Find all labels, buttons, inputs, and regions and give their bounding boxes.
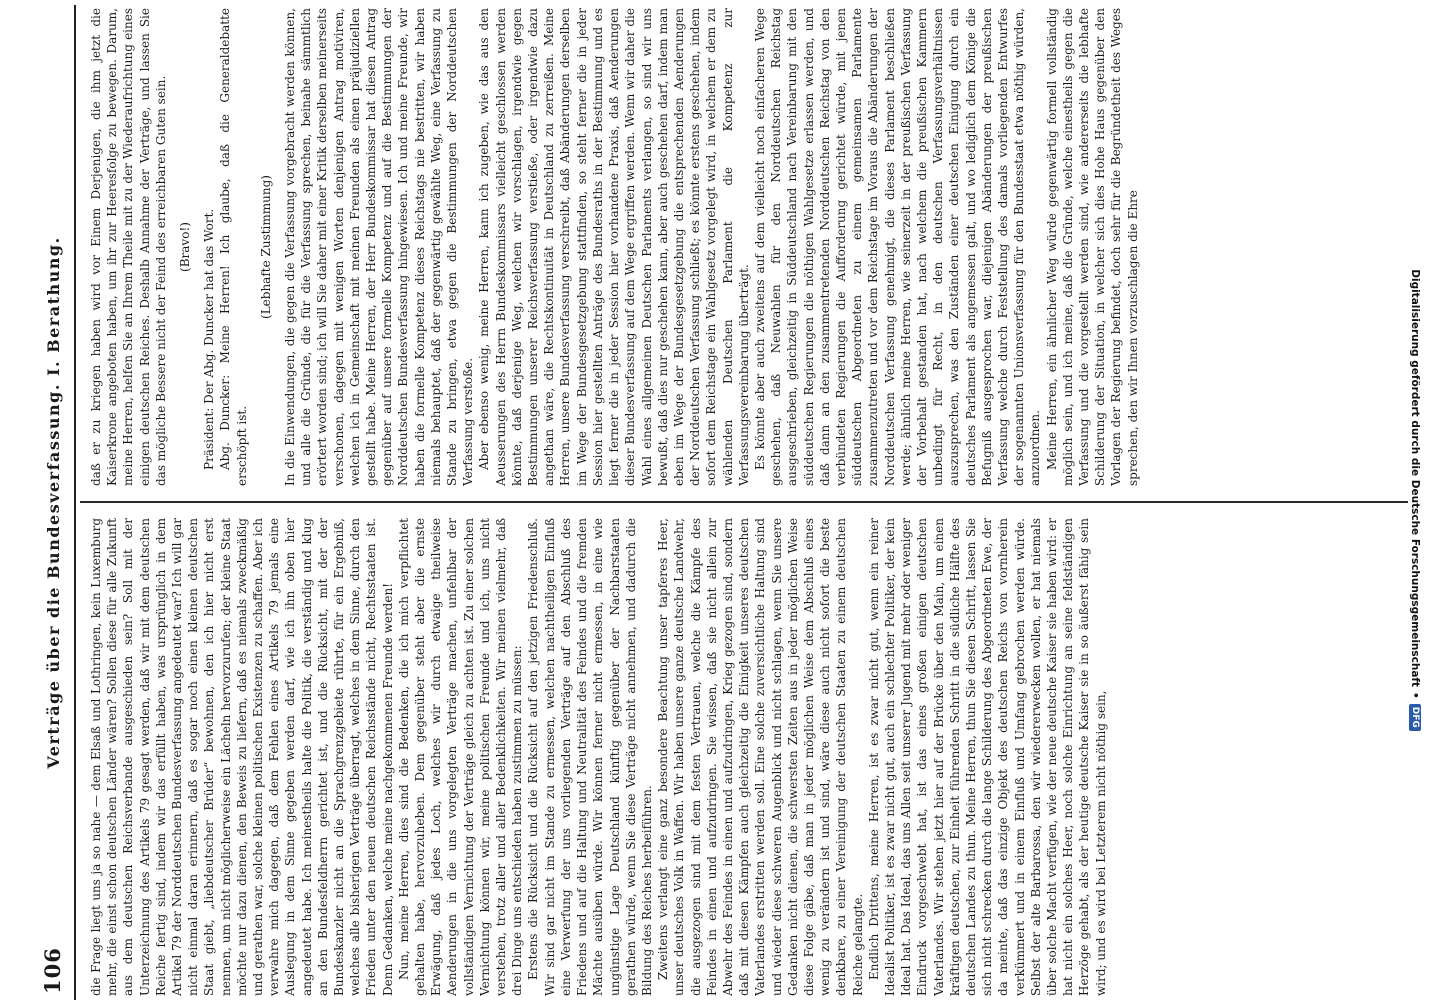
credit-text: Digitalisierung gefördert durch die Deutsche Forschungsgemeinschaft xyxy=(1409,269,1421,688)
header-rule xyxy=(74,5,76,1000)
right-paragraph: Meine Herren, ein ähnlicher Weg würde gegenwärtig formell vollständig möglich sein, und ich meine, daß die Gründe, welche einestheils gegen die Verfassung und die vorgestellt werden sind, wie andererseits die lebhafte Schilderung der Situation, in welcher sich dies Hohe Haus gegenüber den Vorlagen der Regierung befindet, doch sehr für die Begründetheit des Weges sprechen, den wir Ihnen vorzuschlagen die Ehre xyxy=(1044,8,1140,486)
page-number: 106 xyxy=(40,947,65,994)
speaker-line: Abg. Duncker: Meine Herren! Ich glaube, daß die Generaldebatte erschöpft ist. xyxy=(218,8,249,486)
page-header xyxy=(20,5,86,1000)
right-paragraph: Es könnte aber auch zweitens auf dem vielleicht noch einfacheren Wege geschehen, daß Neuwahlen für den Norddeutschen Reichstag ausgeschrieben, gleichzeitig in Süddeutschland nach Vereinbarung mit den süddeutschen Regierungen die nöthigen Wahlgesetze erlassen werden, und daß dann an den zusammentretenden Norddeutschen Reichstag von den verbündeten Regierungen die Aufforderung gerichtet würde, mit jenen süddeutschen Abgeordneten zu einem gemeinsamen Parlamente zusammenzutreten und vor dem Reichstage im Voraus die Abänderungen der Norddeutschen Verfassung genehmigt, die dieses Parlament beschließen werde; ähnlich meine Herren, wie seinerzeit in der preußischen Verfassung der Vorbehalt gestanden hat, nach welchem die preußischen Kammern unbedingt für Recht, in den deutschen Verfassungsverhältnissen auszusprechen, was den Zuständen einer deutschen Einigung durch ein deutsches Parlament als angemessen galt, und wo lediglich dem Könige die Befugniß ausgesprochen war, diejenigen Abänderungen der preußischen Verfassung welche durch Feststellung des damals vorliegenden Entwurfes der sogenannten Unionsverfassung für den Bundesstaat etwa nöthig würden, anzuordnen. xyxy=(752,8,1043,486)
right-paragraph: daß er zu kriegen haben wird vor Einem Derjenigen, die ihm jetzt die Kaiserkrone angeboten haben, um ihr zur Heeresfolge zu bewegen. Darum, meine Herren, helfen Sie an Ihrem Theile mit zu der Wiederaufrichtung eines einigen deutschen Reiches. Deshalb Annahme der Verträge, und lassen Sie das mögliche Bessere nicht der Feind des erreichbaren Guten sein. xyxy=(89,8,168,486)
left-paragraph: Nun, meine Herren, dies sind die Bedenken, die ich mich verpflichtet gehalten habe, hervorzuheben. Dem gegenüber steht aber die ernste Erwägung, daß jedes Loch, welches wir durch etwaige theilweise Aenderungen in die uns vorgelegten Verträge machen, unfehlbar der vollständigen Vernichtung der Verträge gleich zu achten ist. Zu einer solchen Vernichtung können wir, meine politischen Freunde und ich, uns nicht verstehen, trotz aller und aller Bedenklichkeiten. Wir meinen vielmehr, daß drei Dinge uns entschieden haben zustimmen zu müssen: xyxy=(396,518,525,996)
digitization-credit: Digitalisierung gefördert durch die Deutsche Forschungsgemeinschaft • DFG xyxy=(1402,10,1428,990)
assent-note: (Lebhafte Zustimmung) xyxy=(258,175,273,319)
dfg-logo: DFG xyxy=(1409,704,1421,731)
right-paragraph: In die Einwendungen, die gegen die Verfassung vorgebracht werden können, und alle die Gründe, die für die Verfassung sprechen, beinahe sämmtlich erörtert worden sind; ich will Sie daher mit einer Kritik derselben meinerseits verschonen, dagegen mit wenigen Worten denjenigen Antrag motiviren, welchen ich in Gemeinschaft mit meinen Freunden als einen präjudiziellen gestellt habe. Meine Herren, der Herr Bundeskommissar hat diesen Antrag gegenüber auf unsere formelle Kompetenz und auf die Bestimmungen der Norddeutschen Bundesverfassung hingewiesen. Ich und meine Freunde, wir haben die formelle Kompetenz dieses Reichstags nie bestritten, wir haben niemals behauptet, daß der gegenwärtig gewählte Weg, eine Verfassung zu Stande zu bringen, etwa gegen die Bestimmungen der Norddeutschen Verfassung verstoße. xyxy=(283,8,476,486)
left-column xyxy=(88,518,1408,996)
left-paragraph: die Frage liegt uns ja so nahe — dem Elsaß und Lothringen, kein Luxemburg mehr, die einst schon deutschen Länder wären? Sollen diese für alle Zukunft aus dem deutschen Reichsverbande ausgeschieden sein? Soll mit der Unterzeichnung des Artikels 79 gesagt werden, daß wir mit dem deutschen Reiche fertig sind, indem wir das erfüllt haben, was ursprünglich in dem Artikel 79 der Norddeutschen Bundesverfassung angedeutet war? Ich will gar nicht einmal daran erinnern, daß es sogar noch einen kleinen deutschen Staat giebt, „liebdeutscher Brüder“ bewohnen, den ich hier nicht erst nennen, um nicht möglicherweise ein Lächeln hervorzurufen; der kleine Staat möchte nur dazu dienen, den Beweis zu liefern, daß es niemals zweckmäßig und gerathen war, solche kleinen politischen Existenzen zu schaffen. Aber ich verwahre mich dagegen, daß dem Fehlen eines Artikels 79 jemals eine Auslegung in dem Sinne gegeben werden darf, wie ich ihn oben hier angedeutet habe. Ich meinestheils halte die Politik, die verständig und klug an den Bundesfeldherrn gerichtet ist, und die Rücksicht, mit der der Bundeskanzler nicht an die Sprachgrenzgebiete rührte, für ein Ergebniß, welches alle bisherigen Verträge überragt, welches in dem Sinne, durch den Frieden unter den neuen deutschen Reichsstände nicht, Rechtsstaaten ist. Denn Gedanken, welche meine nachgekommenen Freunde werden! xyxy=(89,518,395,996)
right-column xyxy=(88,8,1408,486)
left-paragraph: Zweitens verlangt eine ganz besondere Beachtung unser tapferes Heer, unser deutsches Volk in Waffen. Wir haben unsere ganze deutsche Landwehr, die ausgezogen sind mit dem festen Vertrauen, welche die Kämpfe des Feindes in einen und aufzudringen. Sie wissen, daß sie nicht allein zur Abwehr des Feindes in einen und aufzudringen, Krieg gezogen sind, sondern daß mit diesen Kämpfen auch gleichzeitig die Einigkeit unseres deutschen Vaterlandes erstritten werden soll. Eine solche zuversichtliche Haltung sind und wieder diese schweren Augenblick und nicht schlagen, wenn Sie unsere Gedanken nicht dienen, die schwersten Zeiten aus in jeder möglichen Weise diese Folge gäbe, daß man in jeder möglichen Weise dem Abschluß eines wenig zu verändern ist und sind, wäre diese auch nicht sofort die beste denkbare, zu einer Vereinigung der deutschen Staaten zu einem deutschen Reiche gelangte. xyxy=(656,518,865,996)
document-page xyxy=(20,5,1412,1000)
president-line: Präsident: Der Abg. Duncker hat das Wort. xyxy=(202,208,217,470)
running-title: Verträge über die Bundesverfassung. I. Berathung. xyxy=(44,236,63,769)
left-paragraph: Endlich Drittens, meine Herren, ist es zwar nicht gut, wenn ein reiner Idealist Politiker, ist es zwar nicht gut, auch ein schlechter Politiker, der kein Ideal hat. Das Ideal, das uns Allen seit unserer Jugend mit mehr oder weniger Eindruck vorgeschwebt hat, ist das eines großen einigen deutschen Vaterlandes. Wir stehen jetzt hier auf der Brücke über den Main, um einen kräftigen deutschen, zur Einheit führenden Schritt in die südliche Hälfte des deutschen Landes zu thun. Meine Herren, thun Sie diesen Schritt, lassen Sie sich nicht schrecken durch die lange Schilderung des Abgeordneten Ewe, der da meinte, daß das einzige Objekt des deutschen Reichs von vornherein verkümmert und in einem Einfluß und Umfang gebrochen werden würde. Selbst der alte Barbarossa, den wir wiedererwecken wollen, er hat niemals über solche Macht verfügen, wie der neue deutsche Kaiser sie haben wird: er hat nicht ein solches Heer, noch solche Einrichtung an seine feldständigen Herzöge gehabt, als der heutige deutsche Kaiser sie in so äußerst fähig sein wird; und es wird bei Letzterem nicht nöthig sein, xyxy=(866,518,1108,996)
applause-note: (Bravo!) xyxy=(178,222,193,272)
left-paragraph: Erstens die Rücksicht und die Rücksicht auf den jetzigen Friedenschluß. Wir sind gar nicht im Stande zu ermessen, welchen nachtheiligen Einfluß eine Verwerfung der uns vorliegenden Verträge auf den Abschluß des Friedens und auf die Haltung und Neutralität des Feindes und die fremden Mächte ausüben würde. Wir können ferner nicht ermessen, in eine wie ungünstige Lage Deutschland künftig gegenüber der Nachbarstaaten gerathen würde, wenn Sie diese Verträge nicht annehmen, und dadurch die Bildung des Reiches herbeiführen. xyxy=(526,518,654,996)
right-paragraph: Aber ebenso wenig, meine Herren, kann ich zugeben, wie das aus den Aeusserungen des Herrn Bundeskommissars vielleicht geschlossen werden könnte, daß derjenige Weg, welchen wir vorschlagen, irgendwie gegen Bestimmungen unserer Reichsverfassung verstieße, oder irgendwie dazu angethan wäre, die Rechtskontinuität in Deutschland zu zerreißen. Meine Herren, unsere Bundesverfassung verschreibt, daß Abänderungen derselben im Wege der Bundesgesetzgebung stattfinden, so steht ferner die in jeder Session hier gestellten Anträge des Bundesraths in der Bestimmung und es liegt ferner die in jeder Session hier vorhandene Praxis, daß Aenderungen dieser Bundesverfassung auf dem Wege ergriffen werden. Wenn wir daher die Wahl eines allgemeinen Deutschen Parlaments verlangen, so sind wir uns bewußt, daß dies nur geschehen kann, aber auch geschehen darf, indem man eben im Wege der Bundesgesetzgebung die entsprechenden Aenderungen der Norddeutschen Verfassung schließt; es könnte erstens geschehen, indem sofort dem Reichstage ein Wahlgesetz vorgelegt wird, in welchem er dem zu wählenden Deutschen Parlament die Kompetenz zur Verfassungsvereinbarung überträgt. xyxy=(477,8,751,486)
column-divider xyxy=(80,501,1408,503)
